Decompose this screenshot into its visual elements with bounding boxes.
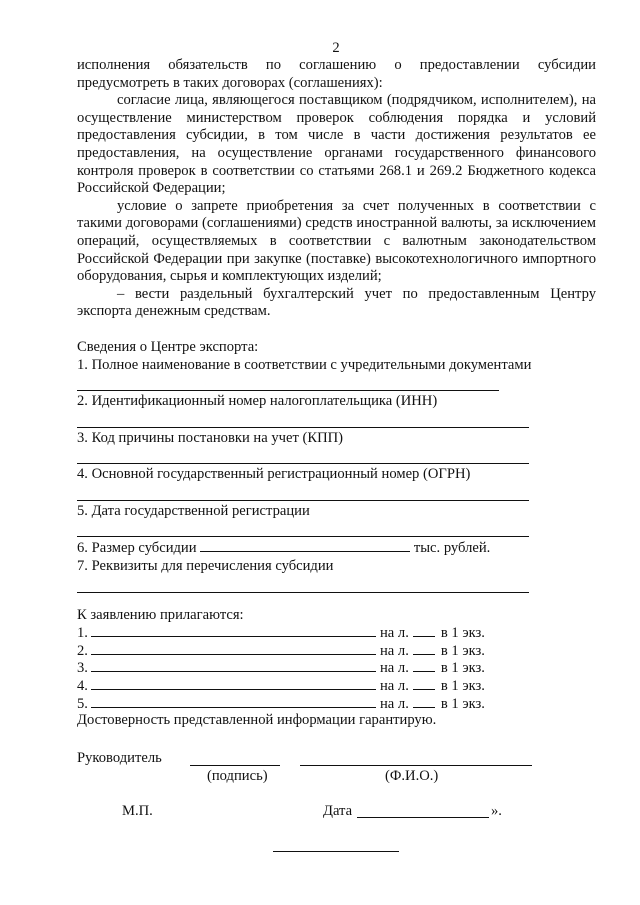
attachment-name-field[interactable] <box>91 624 376 637</box>
attachment-number: 1. <box>77 625 88 642</box>
registration-date-field[interactable] <box>77 520 529 537</box>
info-item-full-name: 1. Полное наименование в соответствии с учредительными документами <box>77 356 532 373</box>
attachment-pages-label: на л. <box>380 625 409 642</box>
subsidy-amount-unit: тыс. рублей. <box>413 540 491 557</box>
info-item-inn: 2. Идентификационный номер налогоплательщика (ИНН) <box>77 393 438 410</box>
attachment-name-field[interactable] <box>91 659 376 672</box>
attachment-pages-field[interactable] <box>413 695 435 708</box>
paragraph-1: исполнения обязательств по соглашению о предоставлении субсидии предусмотреть в таких договорах (соглашениях): <box>77 57 596 91</box>
attachment-row <box>77 695 596 713</box>
info-item-subsidy-amount <box>77 539 596 558</box>
paragraph-4: – вести раздельный бухгалтерский учет по предоставленным Центру экспорта денежным средствам. <box>77 285 596 320</box>
info-item-registration-date: 5. Дата государственной регистрации <box>77 502 310 519</box>
head-label: Руководитель <box>77 750 162 766</box>
attachments-section <box>77 607 596 730</box>
attachment-number: 4. <box>77 678 88 695</box>
guarantee-statement: Достоверность представленной информации гарантирую. <box>77 712 437 729</box>
attachment-pages-field[interactable] <box>413 659 435 672</box>
attachment-number: 2. <box>77 642 88 659</box>
attachment-pages-field[interactable] <box>413 624 435 637</box>
full-name-caption: (Ф.И.О.) <box>385 768 439 784</box>
attachment-name-field[interactable] <box>91 677 376 690</box>
full-name-signature-field[interactable] <box>300 751 532 766</box>
attachment-pages-field[interactable] <box>413 677 435 690</box>
attachment-name-field[interactable] <box>91 642 376 655</box>
signature-field[interactable] <box>190 751 280 766</box>
attachment-row <box>77 677 596 695</box>
attachment-row <box>77 642 596 660</box>
attachment-copies: в 1 экз. <box>440 678 485 695</box>
info-item-kpp: 3. Код причины постановки на учет (КПП) <box>77 429 344 446</box>
paragraph-3: условие о запрете приобретения за счет полученных в соответствии с такими договорами (соглашениями) средств иностранной валюты, за исключением операций, осуществляемых в соответствии с валютным законодательством Российской Федерации при закупке (поставке) высокотехнологичного импортного оборудования, сырья и комплектующих изделий; <box>77 197 596 285</box>
info-item-requisites: 7. Реквизиты для перечисления субсидии <box>77 558 334 575</box>
attachment-copies: в 1 экз. <box>440 625 485 642</box>
subsidy-amount-label: 6. Размер субсидии <box>77 540 197 557</box>
closing-divider <box>273 851 399 852</box>
requisites-field[interactable] <box>77 576 529 593</box>
signature-caption: (подпись) <box>207 768 268 784</box>
attachment-pages-label: на л. <box>380 642 409 659</box>
attachment-name-field[interactable] <box>91 695 376 708</box>
attachment-number: 5. <box>77 695 88 712</box>
attachment-copies: в 1 экз. <box>440 642 485 659</box>
attachment-row <box>77 624 596 642</box>
export-center-info <box>77 339 596 593</box>
date-field[interactable] <box>357 804 489 818</box>
stamp-label: М.П. <box>122 803 153 819</box>
attachment-copies: в 1 экз. <box>440 695 485 712</box>
spacer <box>77 321 596 339</box>
obligations-text <box>77 57 596 321</box>
document-page <box>77 57 596 730</box>
date-label: Дата <box>323 803 353 819</box>
ogrn-field[interactable] <box>77 484 529 501</box>
attachment-row <box>77 659 596 677</box>
inn-field[interactable] <box>77 411 529 428</box>
full-name-field[interactable] <box>77 374 499 391</box>
attachment-pages-label: на л. <box>380 678 409 695</box>
attachments-heading: К заявлению прилагаются: <box>77 606 244 623</box>
attachment-copies: в 1 экз. <box>440 660 485 677</box>
subsidy-amount-field[interactable] <box>200 539 410 552</box>
attachment-number: 3. <box>77 660 88 677</box>
info-item-ogrn: 4. Основной государственный регистрационный номер (ОГРН) <box>77 466 471 483</box>
paragraph-2: согласие лица, являющегося поставщиком (подрядчиком, исполнителем), на осуществление министерством проверок соблюдения порядка и условий предоставления субсидии, в том числе в части достижения результатов ее предоставления, на осуществление органами государственного финансового контроля проверок в соответствии со статьями 268.1 и 269.2 Бюджетного кодекса Российской Федерации; <box>77 92 596 197</box>
kpp-field[interactable] <box>77 447 529 464</box>
spacer <box>77 593 596 607</box>
info-heading: Сведения о Центре экспорта: <box>77 338 259 355</box>
date-suffix: ». <box>491 803 502 819</box>
attachment-pages-label: на л. <box>380 695 409 712</box>
attachment-pages-field[interactable] <box>413 642 435 655</box>
page-number: 2 <box>332 40 340 56</box>
attachment-pages-label: на л. <box>380 660 409 677</box>
